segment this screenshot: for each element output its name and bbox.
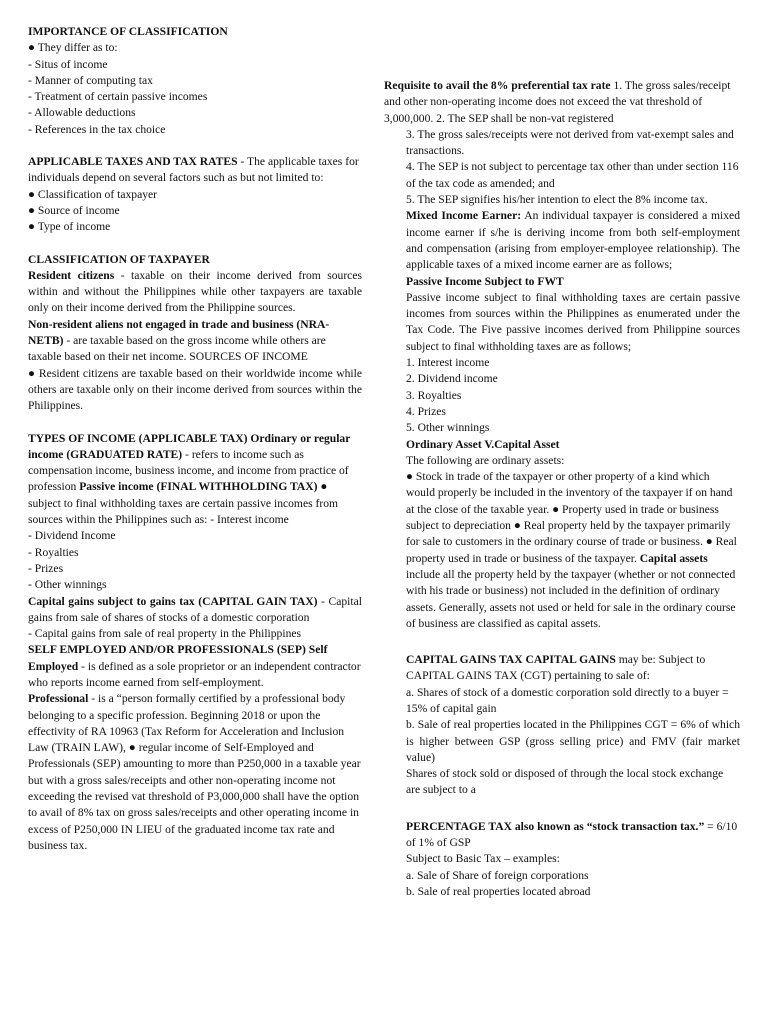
list-item: - Royalties bbox=[28, 545, 79, 559]
heading-passive-fwt: Passive Income Subject to FWT bbox=[406, 274, 564, 288]
list-item: ● Type of income bbox=[28, 220, 111, 234]
ordinary-intro: The following are ordinary assets: bbox=[406, 453, 565, 467]
list-item: 5. Other winnings bbox=[406, 421, 490, 435]
nra-paragraph: Non-resident aliens not engaged in trade and business (NRA-NETB) - are taxable based on the gross income while others are taxable based on their net income. SOURCES OF INCOME bbox=[28, 317, 330, 364]
list-item: 5. The SEP signifies his/her intention to elect the 8% income tax. bbox=[406, 193, 708, 207]
list-item: 2. Dividend income bbox=[406, 372, 498, 386]
heading-types: TYPES OF INCOME (APPLICABLE TAX) Ordinary or regular income (GRADUATED RATE) bbox=[28, 431, 351, 461]
list-item: a. Shares of stock of a domestic corporation sold directly to a buyer = 15% of capital gain bbox=[406, 685, 729, 715]
list-item: ● Classification of taxpayer bbox=[28, 187, 158, 201]
list-item: b. Sale of real properties located in the Philippines CGT = 6% of which is higher between GSP (gross selling price) and FMV (fair market value) bbox=[406, 718, 740, 764]
sep-paragraph: SELF EMPLOYED AND/OR PROFESSIONALS (SEP) Self Employed - is defined as a sole proprietor or an independent contractor who reports income earned from self-employment. bbox=[28, 643, 361, 689]
list-item: 3. The gross sales/receipts were not derived from vat-exempt sales and transactions. bbox=[406, 127, 734, 158]
list-item: - Manner of computing tax bbox=[28, 73, 153, 87]
percentage-paragraph: PERCENTAGE TAX also known as “stock transaction tax.” = 6/10 of 1% of GSP bbox=[406, 819, 738, 850]
capital-gains-paragraph: Capital gains subject to gains tax (CAPITAL GAIN TAX) - Capital gains from sale of shares of stocks of a domestic corporation bbox=[28, 594, 362, 624]
heading-applicable: APPLICABLE TAXES AND TAX RATES bbox=[28, 155, 238, 169]
heading-importance: IMPORTANCE OF CLASSIFICATION bbox=[28, 25, 228, 38]
left-column bbox=[28, 24, 362, 854]
cgt-stock-exchange: Shares of stock sold or disposed of through the local stock exchange are subject to a bbox=[406, 767, 724, 797]
passive-paragraph: Passive income subject to final withholding taxes are certain passive incomes from sources within the Philippines as enumerated under the Tax Code. The Five passive incomes derived from Philippine sources subject to final withholding taxes are as follows; bbox=[406, 290, 740, 353]
list-item: 4. The SEP is not subject to percentage tax other than under section 116 of the tax code as amended; and bbox=[406, 160, 739, 190]
list-item: - Capital gains from sale of real property in the Philippines bbox=[28, 627, 302, 641]
list-item: - Situs of income bbox=[28, 57, 108, 71]
list-item: - Dividend Income bbox=[28, 529, 116, 543]
ordinary-paragraph: ● Stock in trade of the taxpayer or other property of a kind which would properly be included in the inventory of the taxpayer if on hand at the close of the taxable year. ● Property used in trade or business subject to depreciation ● Real property held by the taxpayer primarily for sale to customers in the ordinary course of trade or business. ● Real property used in trade or business of the taxpayer. Capital assets include all the property held by the taxpayer (whether or not connected with his trade or business) not included in the definition of ordinary assets. Generally, assets not used or held for sale in the ordinary course of business are classified as capital assets. bbox=[406, 470, 737, 630]
list-item: a. Sale of Share of foreign corporations bbox=[406, 868, 589, 882]
requisite-paragraph: Requisite to avail the 8% preferential tax rate 1. The gross sales/receipt and other non-operating income does not exceed the vat threshold of 3,000,000. 2. The SEP shall be non-vat registered bbox=[384, 79, 731, 125]
heading-cgt: CAPITAL GAINS TAX CAPITAL GAINS bbox=[406, 653, 616, 667]
professional-paragraph: Professional - is a “person formally certified by a professional body belonging to a specific profession. Beginning 2018 or upon the effectivity of RA 10963 (Tax Reform for Acceleration and Inclusion Law (TRAIN LAW), ● regular income of Self-Employed and Professionals (SEP) amounting to more than P250,000 in a taxable year but with a gross sales/receipts and other non-operating income not exceeding the revised vat threshold of P3,000,000 shall have the option to avail of 8% tax on gross sales/receipts and other operating income in excess of P250,000 IN LIEU of the graduated income tax rate and business tax. bbox=[28, 692, 361, 852]
right-column bbox=[384, 78, 740, 900]
indented-block bbox=[384, 208, 740, 900]
list-item: 3. Royalties bbox=[406, 388, 462, 402]
list-item: - References in the tax choice bbox=[28, 122, 166, 136]
list-item: b. Sale of real properties located abroad bbox=[406, 884, 591, 898]
list-item: 1. Interest income bbox=[406, 356, 490, 370]
cgt-paragraph: CAPITAL GAINS TAX CAPITAL GAINS may be: Subject to CAPITAL GAINS TAX (CGT) pertaining to sale of: bbox=[406, 653, 706, 683]
applicable-paragraph: APPLICABLE TAXES AND TAX RATES - The applicable taxes for individuals depend on several factors such as but not limited to: bbox=[28, 155, 359, 185]
list-item: - Allowable deductions bbox=[28, 106, 136, 120]
heading-classification: CLASSIFICATION OF TAXPAYER bbox=[28, 252, 210, 266]
resident-paragraph: Resident citizens - taxable on their income derived from sources within and without the Philippines while other taxpayers are taxable only on their income derived from the Philippine sources. bbox=[28, 268, 362, 315]
list-item: - Other winnings bbox=[28, 578, 107, 592]
resident-bullet: ● Resident citizens are taxable based on their worldwide income while others are taxable only on their income derived from sources within the Philippines. bbox=[28, 366, 362, 413]
heading-ordinary-asset: Ordinary Asset V.Capital Asset bbox=[406, 437, 560, 451]
list-item: - Treatment of certain passive incomes bbox=[28, 90, 208, 104]
percentage-sub: Subject to Basic Tax – examples: bbox=[406, 852, 560, 866]
list-item: ● They differ as to: bbox=[28, 41, 118, 55]
heading-percentage-tax: PERCENTAGE TAX also known as “stock transaction tax.” bbox=[406, 819, 705, 833]
list-item: ● Source of income bbox=[28, 203, 120, 217]
types-paragraph: TYPES OF INCOME (APPLICABLE TAX) Ordinary or regular income (GRADUATED RATE) - refers to income such as compensation income, business income, and income from practice of profession Passive income (FINAL WITHHOLDING TAX) ● subject to final withholding taxes are certain passive incomes from sources within the Philippines such as: - Interest income bbox=[28, 431, 351, 527]
list-item: - Prizes bbox=[28, 561, 64, 575]
list-item: 4. Prizes bbox=[406, 404, 446, 418]
mixed-income-paragraph: Mixed Income Earner: An individual taxpayer is considered a mixed income earner if s/he is deriving income from both self-employment and compensation (arising from employer-employee relationship). The applicable taxes of a mixed income earner are as follows; bbox=[406, 209, 740, 272]
